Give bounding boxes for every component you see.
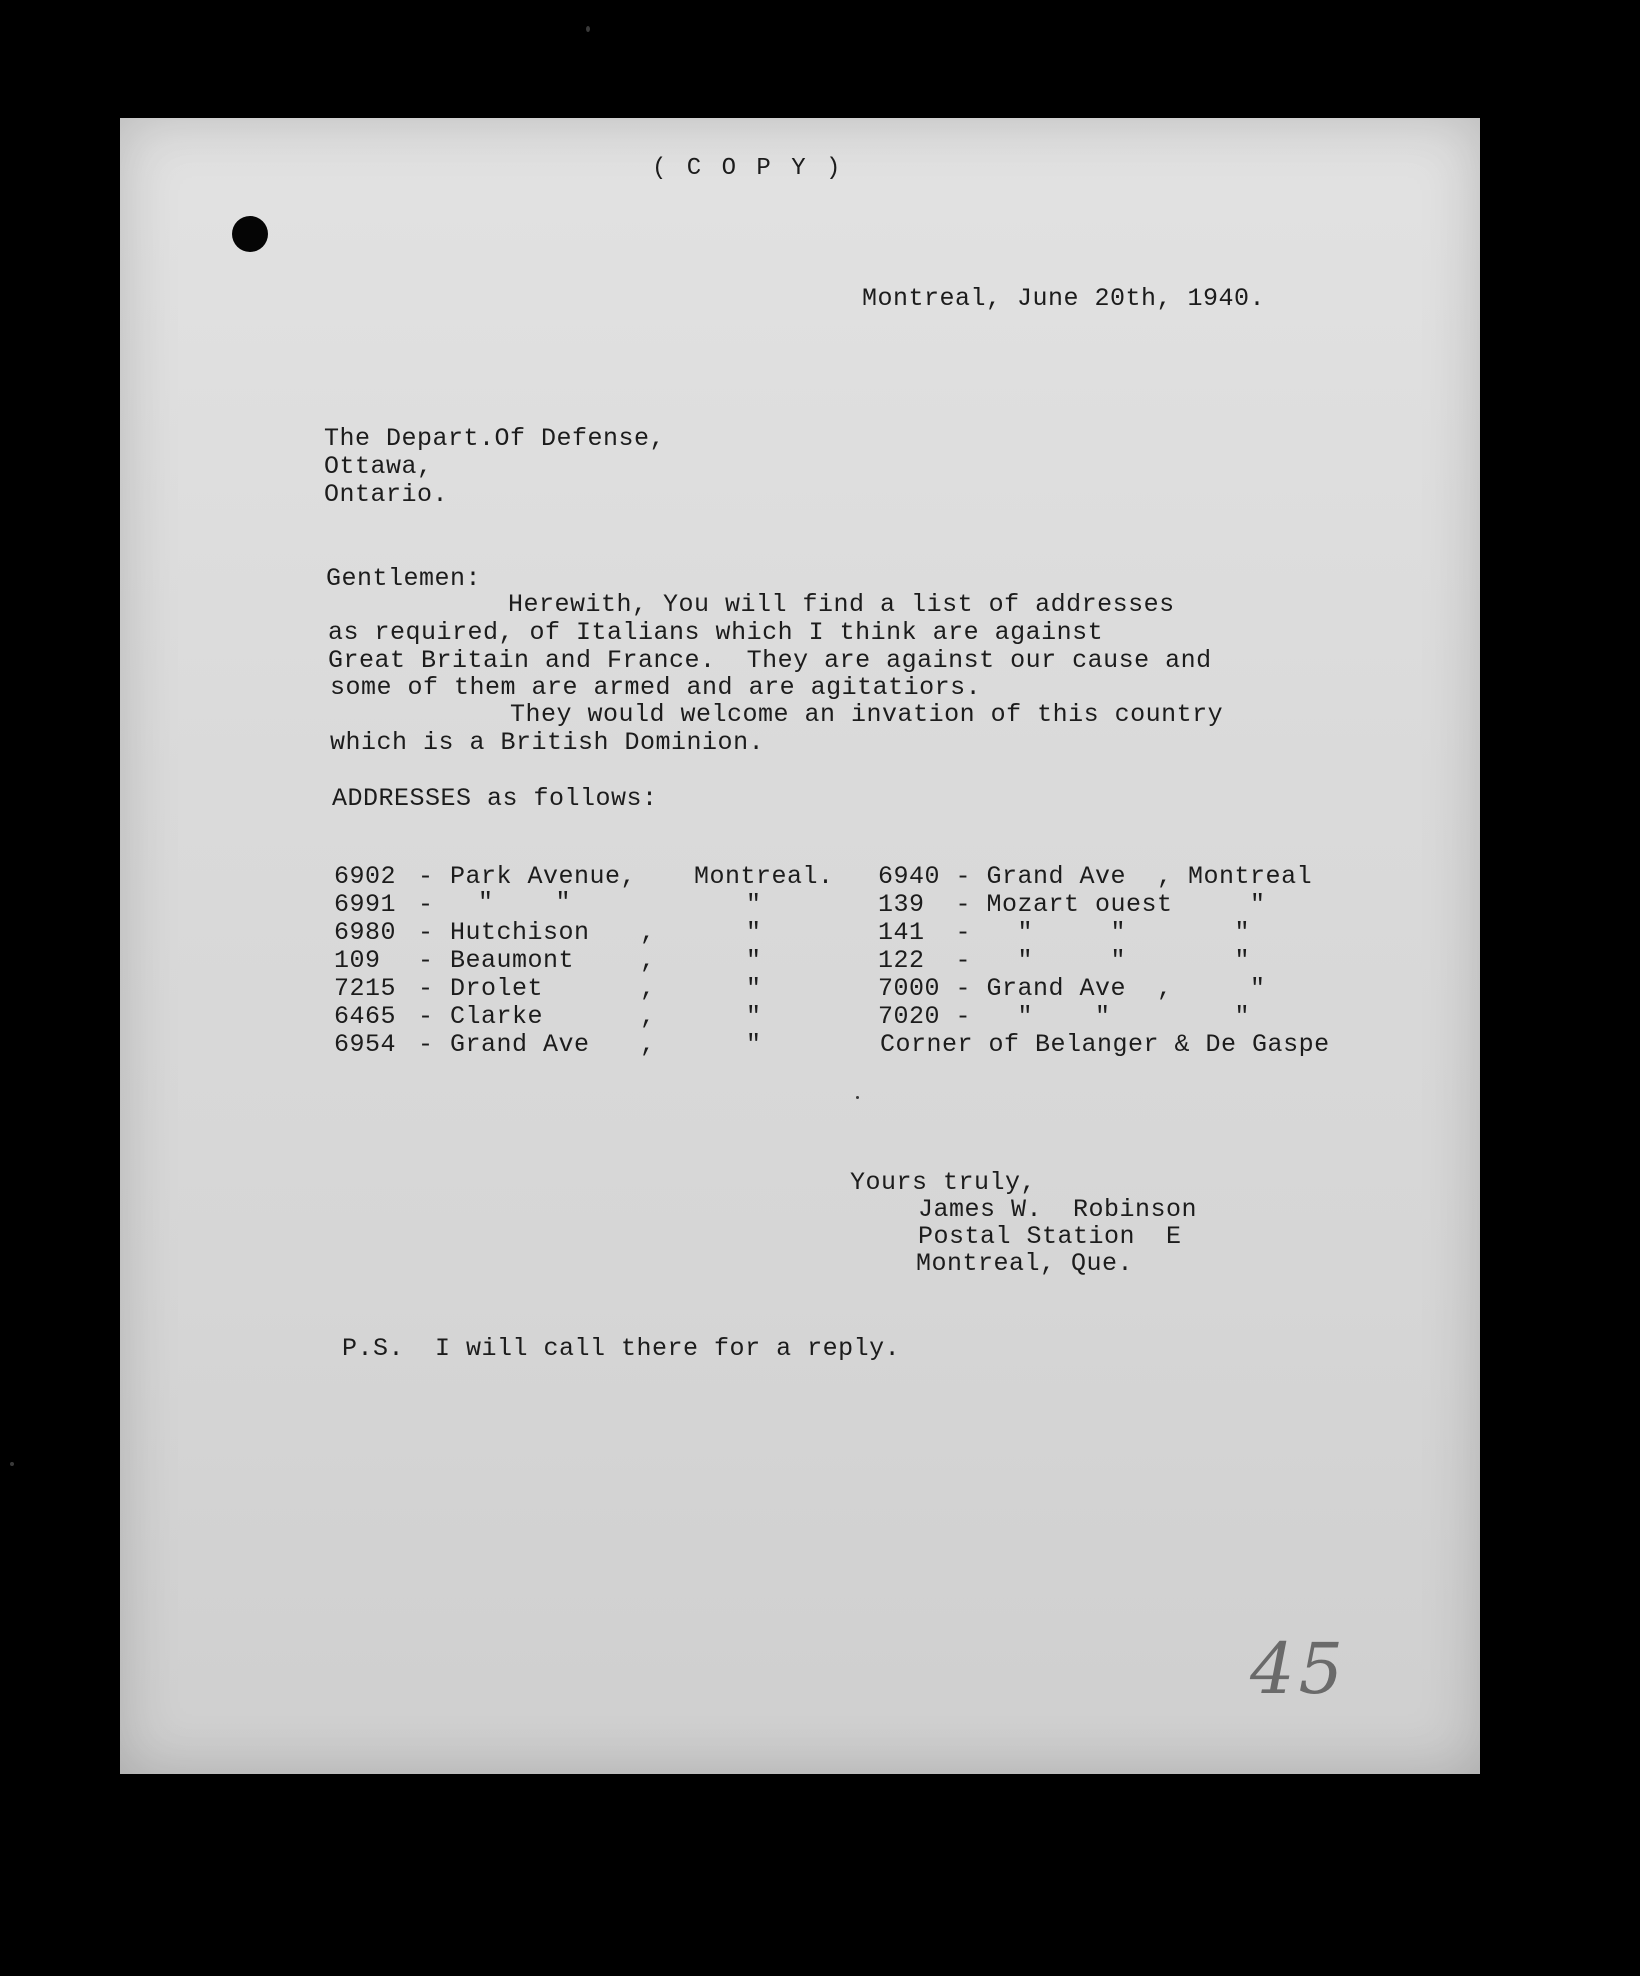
recipient-line-2: Ottawa, bbox=[324, 452, 433, 481]
recipient-line-3: Ontario. bbox=[324, 480, 449, 509]
address-comma: , bbox=[640, 1030, 656, 1059]
address-comma: , bbox=[640, 918, 656, 947]
address-dash: - bbox=[418, 946, 434, 975]
document-page bbox=[120, 118, 1480, 1774]
salutation: Gentlemen: bbox=[326, 564, 482, 593]
address-street: Grand Ave bbox=[450, 1030, 590, 1059]
address-row: 6940 - Grand Ave , Montreal bbox=[878, 862, 1313, 891]
valediction: Yours truly, bbox=[850, 1168, 1037, 1197]
body-line: They would welcome an invation of this country bbox=[510, 700, 1224, 729]
address-row: 122 - " " " bbox=[878, 946, 1251, 975]
address-row: 141 - " " " bbox=[878, 918, 1251, 947]
address-row: 139 - Mozart ouest " bbox=[878, 890, 1266, 919]
body-line: which is a British Dominion. bbox=[330, 728, 765, 757]
address-dash: - bbox=[418, 918, 434, 947]
address-number: 6991 bbox=[334, 890, 397, 919]
address-street: Park Avenue, bbox=[450, 862, 637, 891]
address-street: Drolet bbox=[450, 974, 544, 1003]
address-number: 7215 bbox=[334, 974, 397, 1003]
address-number: 109 bbox=[334, 946, 381, 975]
dateline: Montreal, June 20th, 1940. bbox=[862, 284, 1266, 313]
body-line: Herewith, You will find a list of addresses bbox=[508, 590, 1175, 619]
dust-speck bbox=[10, 1462, 14, 1466]
address-row: Corner of Belanger & De Gaspe bbox=[880, 1030, 1330, 1059]
punch-hole bbox=[232, 216, 268, 252]
address-comma: , bbox=[640, 946, 656, 975]
postscript: P.S. I will call there for a reply. bbox=[342, 1334, 901, 1363]
address-city: Montreal. bbox=[694, 862, 834, 891]
signatory-city: Montreal, Que. bbox=[916, 1249, 1134, 1278]
address-city: " bbox=[746, 946, 762, 975]
signatory-station: Postal Station E bbox=[918, 1222, 1182, 1251]
address-number: 6465 bbox=[334, 1002, 397, 1031]
address-number: 6980 bbox=[334, 918, 397, 947]
address-city: " bbox=[746, 1002, 762, 1031]
address-dash: - bbox=[418, 862, 434, 891]
signatory-name: James W. Robinson bbox=[918, 1195, 1198, 1224]
address-dash: - bbox=[418, 974, 434, 1003]
address-street: Clarke bbox=[450, 1002, 544, 1031]
copy-mark: ( C O P Y ) bbox=[652, 155, 844, 182]
address-row: 7020 - " " " bbox=[878, 1002, 1251, 1031]
dust-speck bbox=[586, 26, 590, 32]
body-line: some of them are armed and are agitatiors. bbox=[330, 673, 982, 702]
address-comma: , bbox=[640, 974, 656, 1003]
address-dash: - bbox=[418, 1002, 434, 1031]
address-dash: - bbox=[418, 890, 434, 919]
body-line: as required, of Italians which I think are against bbox=[328, 618, 1104, 647]
address-street: " " bbox=[478, 888, 572, 917]
address-comma: , bbox=[640, 1002, 656, 1031]
dust-speck bbox=[856, 1096, 859, 1099]
address-city: " bbox=[746, 918, 762, 947]
address-row: 7000 - Grand Ave , " bbox=[878, 974, 1266, 1003]
address-number: 6954 bbox=[334, 1030, 397, 1059]
addresses-heading: ADDRESSES as follows: bbox=[332, 784, 658, 813]
address-city: " bbox=[746, 974, 762, 1003]
address-city: " bbox=[746, 1030, 762, 1059]
body-line: Great Britain and France. They are against our cause and bbox=[328, 646, 1212, 675]
address-number: 6902 bbox=[334, 862, 397, 891]
address-dash: - bbox=[418, 1030, 434, 1059]
address-city: " bbox=[746, 890, 762, 919]
recipient-line-1: The Depart.Of Defense, bbox=[324, 424, 666, 453]
page-number: 45 bbox=[1250, 1628, 1348, 1710]
address-street: Beaumont bbox=[450, 946, 575, 975]
address-street: Hutchison bbox=[450, 918, 590, 947]
